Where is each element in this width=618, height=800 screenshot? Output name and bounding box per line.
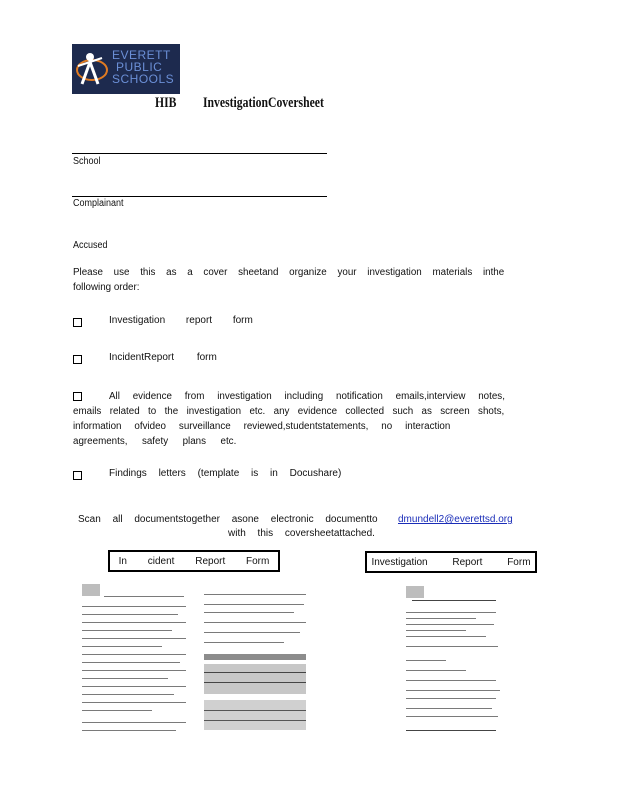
scan-instructions: Scan all documentstogether asone electronic documentto (78, 514, 378, 525)
page-title: InvestigationCoversheet (203, 95, 324, 111)
incident-report-thumbnail-page1[interactable] (80, 582, 190, 742)
checkbox-evidence[interactable] (73, 392, 82, 401)
instructions-line2: following order: (73, 282, 140, 293)
email-link[interactable]: dmundell2@everettsd.org (398, 514, 513, 525)
instructions-line1: Please use this as a cover sheetand organize your investigation materials inthe (73, 267, 505, 278)
logo-text-line1: EVERETT (112, 48, 171, 62)
school-label: School (73, 156, 101, 167)
item-evidence-line1: All evidence from investigation including notification emails,interview notes, (109, 391, 505, 402)
item-findings-letters: Findings letters (template is in Docushare) (109, 468, 342, 479)
investigation-report-thumbnail[interactable] (404, 584, 502, 740)
item-evidence-line3: information ofvideo surveillance reviewed,studentstatements, no interaction (73, 421, 451, 432)
checkbox-investigation-report[interactable] (73, 318, 82, 327)
incident-report-thumbnail-page2[interactable] (202, 582, 308, 742)
checkbox-incident-report[interactable] (73, 355, 82, 364)
item-evidence-line4: agreements, safety plans etc. (73, 436, 237, 447)
scan-instructions-line2: with this coversheetattached. (228, 528, 375, 539)
investigation-report-form-button[interactable]: Investigation Report Form (365, 551, 537, 573)
logo-text-line3: SCHOOLS (112, 72, 175, 86)
checkbox-findings-letters[interactable] (73, 471, 82, 480)
item-investigation-report: Investigation report form (109, 315, 253, 326)
accused-label: Accused (73, 240, 108, 251)
item-incident-report: IncidentReport form (109, 352, 217, 363)
incident-report-form-button[interactable]: In cident Report Form (108, 550, 280, 572)
logo-text-line2: PUBLIC (116, 60, 163, 74)
logo-figure-icon (72, 44, 116, 94)
school-line (72, 153, 327, 154)
item-evidence-line2: emails related to the investigation etc. any evidence collected such as screen shots, (73, 406, 505, 417)
complainant-label: Complainant (73, 198, 124, 209)
page-title-hib: HIB (155, 95, 177, 111)
everett-public-schools-logo (72, 44, 180, 94)
complainant-line (72, 196, 327, 197)
